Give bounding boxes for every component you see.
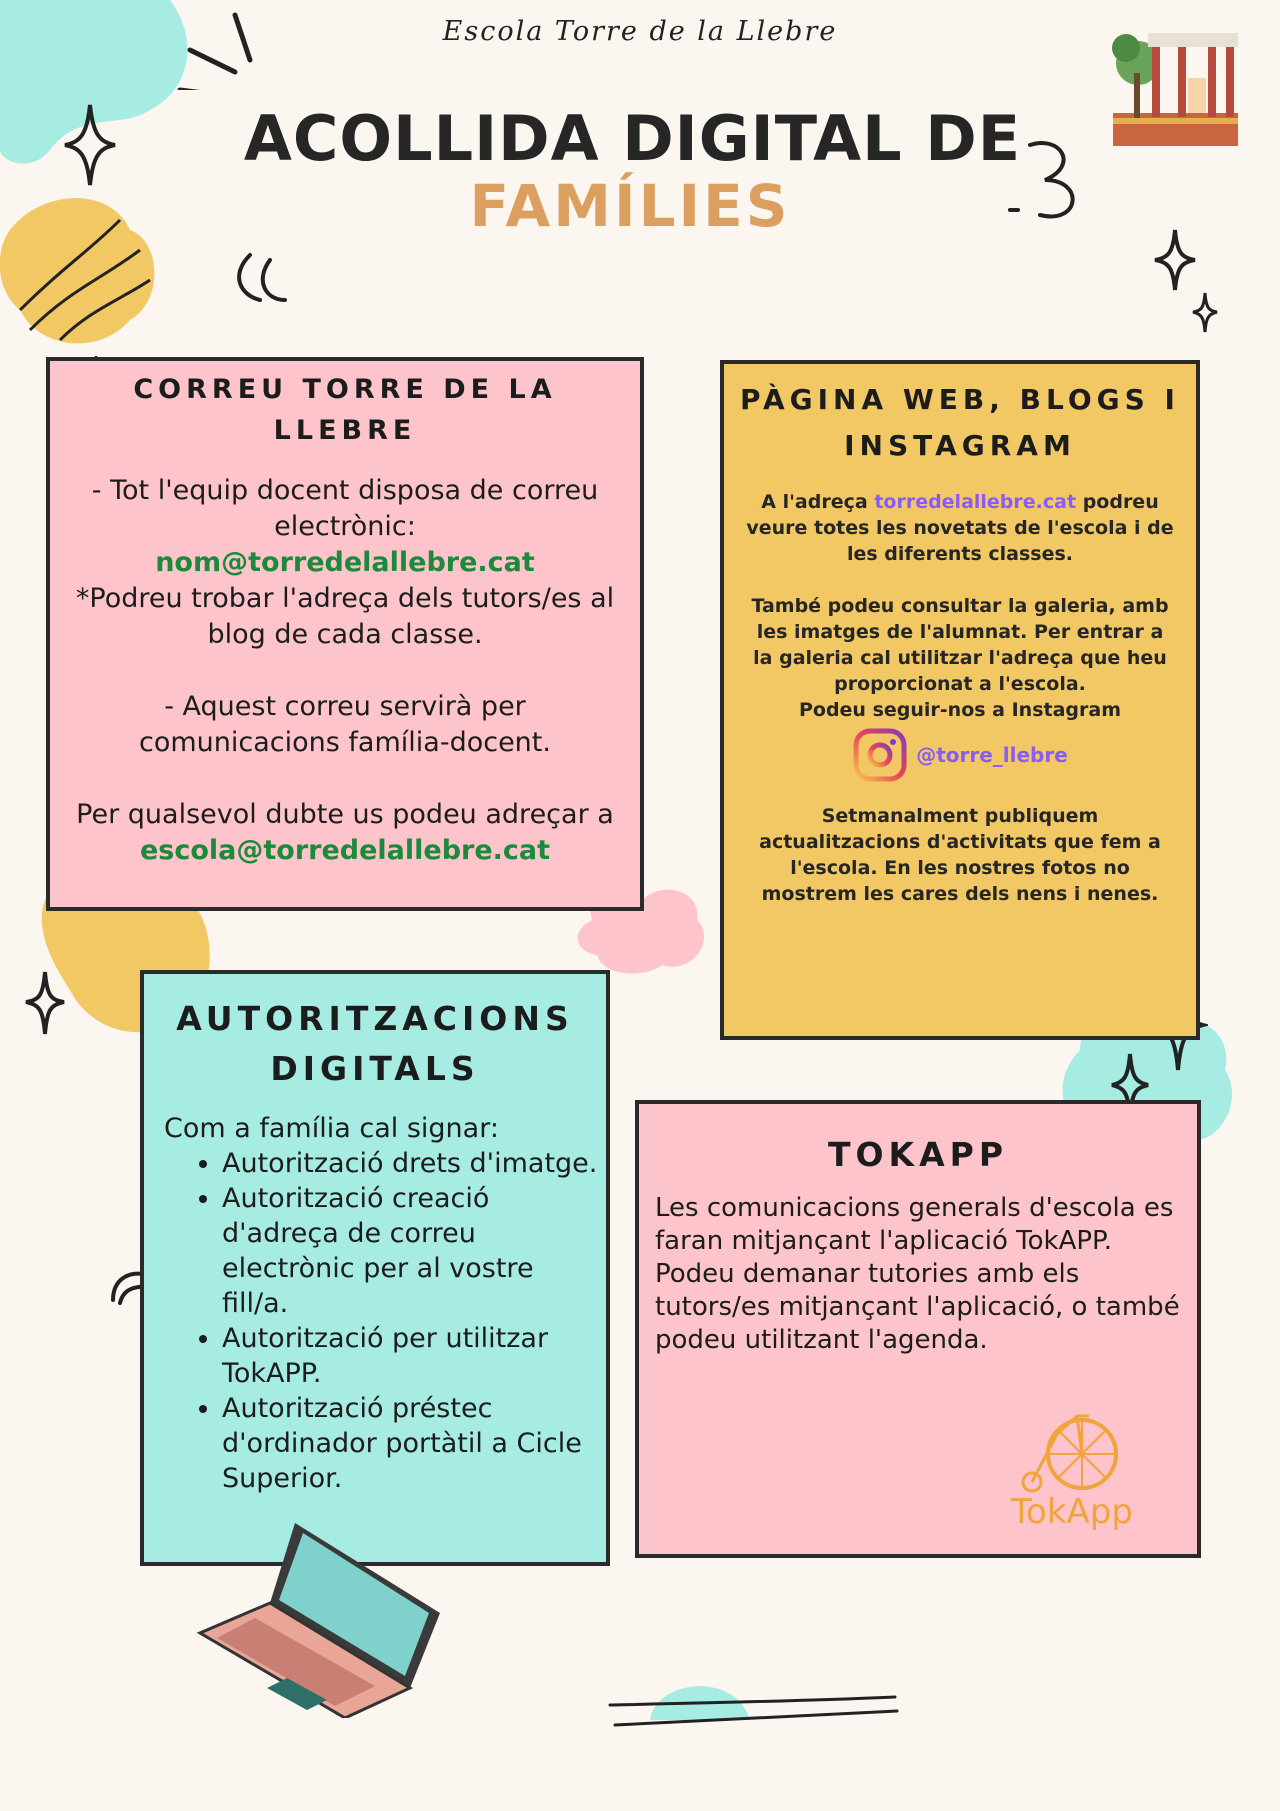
authorizations-intro: Com a família cal signar: bbox=[164, 1113, 499, 1144]
page-title: ACOLLIDA DIGITAL DE bbox=[243, 102, 1022, 175]
email-card-text-2: - Aquest correu servirà per comunicacions família-docent. bbox=[139, 691, 551, 758]
list-item: • Autorització drets d'imatge. bbox=[222, 1146, 606, 1181]
web-card-text-4: Setmanalment publiquem actualitzacions d'activitats que fem a l'escola. En les nostres fotos no mostrem les cares dels nens i nenes. bbox=[759, 805, 1161, 905]
email-card-text-1: - Tot l'equip docent disposa de correu electrònic: bbox=[91, 475, 599, 542]
instagram-icon bbox=[852, 727, 908, 783]
list-item: • Autorització per utilitzar TokAPP. bbox=[222, 1321, 606, 1391]
web-card-text-1a: A l'adreça bbox=[761, 491, 868, 513]
bicycle-icon bbox=[1017, 1404, 1127, 1494]
website-link[interactable]: torredelallebre.cat bbox=[874, 491, 1077, 513]
tokapp-card bbox=[635, 1100, 1201, 1558]
web-card-text-1b: podreu veure totes les novetats de l'escola i de les diferents classes. bbox=[746, 491, 1174, 565]
tokapp-text-2: Podeu demanar tutories amb els tutors/es mitjançant l'aplicació, o també podeu utilitzant l'agenda. bbox=[655, 1259, 1180, 1355]
list-item: • Autorització creació d'adreça de correu electrònic per al vostre fill/a. bbox=[222, 1181, 606, 1321]
page-title-highlight: FAMÍLIES bbox=[469, 172, 791, 240]
email-address-staff[interactable]: nom@torredelallebre.cat bbox=[155, 547, 535, 578]
web-card-text-3: Podeu seguir-nos a Instagram bbox=[798, 699, 1122, 721]
authorizations-list bbox=[144, 1146, 606, 1496]
authorizations-card-heading: AUTORITZACIONS DIGITALS bbox=[176, 999, 574, 1088]
list-item: • Autorització préstec d'ordinador portàtil a Cicle Superior. bbox=[222, 1391, 606, 1496]
email-card-text-3: Per qualsevol dubte us podeu adreçar a bbox=[76, 799, 614, 830]
tokapp-logo-text: TokApp bbox=[1011, 1492, 1133, 1532]
sparkle-icon bbox=[1190, 290, 1220, 335]
laptop-icon bbox=[195, 1518, 445, 1718]
email-address-school[interactable]: escola@torredelallebre.cat bbox=[139, 835, 551, 866]
authorizations-card bbox=[140, 970, 610, 1566]
strike-lines-icon bbox=[605, 1685, 905, 1735]
web-card bbox=[720, 360, 1200, 1040]
tokapp-card-heading: TOKAPP bbox=[827, 1135, 1009, 1174]
curve-marks-icon bbox=[230, 250, 290, 310]
email-card bbox=[46, 357, 644, 911]
instagram-row[interactable] bbox=[746, 727, 1174, 783]
email-card-heading: CORREU TORRE DE LA LLEBRE bbox=[133, 374, 557, 446]
web-card-heading: PÀGINA WEB, BLOGS I INSTAGRAM bbox=[740, 383, 1180, 462]
instagram-handle[interactable]: @torre_llebre bbox=[916, 743, 1068, 767]
school-name: Escola Torre de la Llebre bbox=[442, 16, 838, 47]
email-card-note: *Podreu trobar l'adreça dels tutors/es al blog de cada classe. bbox=[75, 583, 615, 650]
web-card-text-2: També podeu consultar la galeria, amb les imatges de l'alumnat. Per entrar a la galeria cal utilitzar l'adreça que heu proporcionat a l'escola. bbox=[751, 595, 1169, 695]
tokapp-text-1: Les comunicacions generals d'escola es faran mitjançant l'aplicació TokAPP. bbox=[655, 1193, 1174, 1256]
sparkle-icon bbox=[22, 968, 68, 1038]
tokapp-logo bbox=[1007, 1404, 1137, 1532]
